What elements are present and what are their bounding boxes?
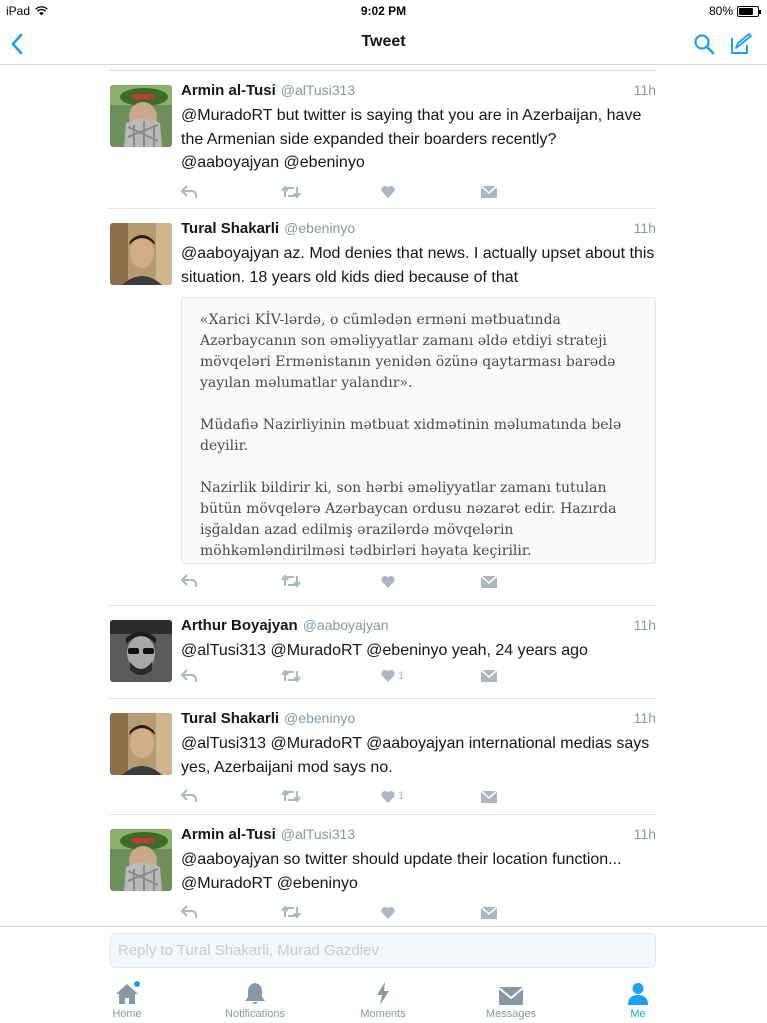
reply-icon — [181, 185, 197, 199]
search-icon — [693, 33, 715, 55]
tweet-author-handle[interactable]: @aaboyajyan — [302, 617, 389, 633]
reply-icon — [181, 905, 197, 919]
media-paragraph: «Xarici KİV-lərdə, o cümlədən erməni mətbuatında Azərbaycanın son əməliyyatlar zamanı əldə etdiyi strateji mövqeləri Ermənistanın yenidən özünə qaytarması barədə yayılan məlumatlar yalandır». — [200, 312, 616, 391]
avatar[interactable] — [110, 85, 172, 147]
retweet-icon — [281, 574, 301, 588]
retweet-icon — [281, 185, 301, 199]
reply-button[interactable] — [181, 182, 281, 202]
reply-button[interactable] — [181, 786, 281, 806]
tweet-actions — [181, 783, 656, 809]
lightning-icon — [376, 982, 390, 1005]
heart-icon — [381, 185, 395, 198]
tweet[interactable] — [108, 71, 656, 209]
envelope-icon — [499, 987, 523, 1005]
tweet-author-name[interactable]: Tural Shakarli — [181, 220, 280, 237]
message-button[interactable] — [481, 786, 581, 806]
tab-label: Moments — [360, 1008, 406, 1020]
search-button[interactable] — [689, 29, 719, 59]
like-button[interactable] — [381, 786, 481, 806]
tweet-author-handle[interactable]: @ebeninyo — [284, 710, 356, 726]
bell-icon — [244, 982, 266, 1005]
media-paragraph: Nazirlik bildirir ki, son hərbi əməliyyatlar zamanı tutulan bütün mövqelərə Azərbaycan ordusu nəzarət edir. Hazırda işğaldan azad edilmiş ərazilərdə mövqelərin möhkəmləndirilməsi tədbirləri həyata keçirilir. — [200, 480, 617, 559]
heart-icon — [381, 906, 395, 919]
avatar[interactable] — [110, 713, 172, 775]
like-count: 1 — [398, 790, 405, 802]
tab-label: Home — [112, 1008, 142, 1020]
tweet-media-image[interactable] — [181, 297, 656, 564]
tab-me[interactable] — [588, 979, 688, 1020]
tweet-timestamp: 11h — [633, 617, 656, 633]
page-title: Tweet — [361, 33, 406, 50]
message-button[interactable] — [481, 902, 581, 922]
avatar-image — [110, 223, 172, 285]
reply-bar — [0, 926, 767, 974]
avatar-image — [110, 620, 172, 682]
like-button[interactable] — [381, 182, 481, 202]
tweet-author-name[interactable]: Armin al-Tusi — [181, 826, 276, 843]
status-bar — [0, 0, 767, 22]
avatar[interactable] — [110, 223, 172, 285]
retweet-icon — [281, 905, 301, 919]
avatar[interactable] — [110, 620, 172, 682]
tweet-author-name[interactable]: Arthur Boyajyan — [181, 617, 298, 634]
tab-notifications[interactable] — [205, 979, 305, 1020]
reply-icon — [181, 574, 197, 588]
tweet[interactable] — [108, 699, 656, 815]
tweet-actions — [181, 179, 656, 205]
tab-label: Me — [630, 1008, 646, 1020]
tab-moments[interactable] — [333, 979, 433, 1020]
tweet-text: @aaboyajyan az. Mod denies that news. I actually upset about this situation. 18 years old kids died because of that — [181, 245, 655, 286]
tweet[interactable] — [108, 815, 656, 925]
retweet-button[interactable] — [281, 666, 381, 686]
envelope-icon — [481, 575, 497, 588]
tab-home[interactable] — [77, 979, 177, 1020]
tweet-author-name[interactable]: Tural Shakarli — [181, 710, 280, 727]
nav-bar — [0, 22, 767, 65]
tweet-text: @alTusi313 @MuradoRT @aaboyajyan international medias says yes, Azerbaijani mod says no. — [181, 735, 650, 776]
tweet-timestamp: 11h — [633, 82, 656, 98]
envelope-icon — [481, 906, 497, 919]
heart-icon — [381, 575, 395, 588]
message-button[interactable] — [481, 666, 581, 686]
heart-icon — [381, 669, 395, 682]
retweet-button[interactable] — [281, 571, 381, 591]
tweet-text: @MuradoRT but twitter is saying that you are in Azerbaijan, have the Armenian side expanded their boarders recently? @aaboyajyan @ebeninyo — [181, 107, 642, 171]
avatar-image — [110, 713, 172, 775]
media-paragraph: Müdafiə Nazirliyinin mətbuat xidmətinin məlumatında belə deyilir. — [200, 417, 622, 454]
envelope-icon — [481, 790, 497, 803]
person-icon — [627, 982, 649, 1005]
like-button[interactable] — [381, 666, 481, 686]
tweet[interactable] — [108, 209, 656, 606]
conversation-feed[interactable] — [0, 66, 767, 926]
tweet-author-handle[interactable]: @ebeninyo — [284, 220, 356, 236]
tab-label: Notifications — [225, 1008, 285, 1020]
retweet-icon — [281, 789, 301, 803]
reply-icon — [181, 789, 197, 803]
tweet-author-handle[interactable]: @alTusi313 — [280, 82, 356, 98]
tab-label: Messages — [485, 1008, 537, 1020]
tab-messages[interactable] — [461, 979, 561, 1020]
like-count: 1 — [398, 669, 405, 682]
tab-bar — [0, 975, 767, 1023]
tweet-author-handle[interactable]: @alTusi313 — [280, 826, 356, 842]
compose-icon — [729, 33, 753, 55]
tweet-author-name[interactable]: Armin al-Tusi — [181, 82, 276, 99]
reply-button[interactable] — [181, 666, 281, 686]
reply-button[interactable] — [181, 571, 281, 591]
clock: 9:02 PM — [360, 4, 407, 18]
device-label: iPad — [6, 4, 31, 18]
envelope-icon — [481, 185, 497, 198]
reply-input[interactable] — [110, 933, 656, 968]
battery-percent: 80% — [708, 4, 733, 18]
new-content-dot — [134, 981, 140, 987]
reply-button[interactable] — [181, 902, 281, 922]
battery-icon — [737, 6, 759, 17]
like-button[interactable] — [381, 571, 481, 591]
avatar[interactable] — [110, 829, 172, 891]
tweet-actions — [181, 568, 656, 594]
tweet-actions — [181, 663, 656, 689]
like-button[interactable] — [381, 902, 481, 922]
retweet-icon — [281, 669, 301, 683]
retweet-button[interactable] — [281, 786, 381, 806]
tweet-text: @alTusi313 @MuradoRT @ebeninyo yeah, 24 years ago — [181, 642, 588, 659]
message-button[interactable] — [481, 571, 581, 591]
tweet-timestamp: 11h — [633, 826, 656, 842]
tweet[interactable] — [108, 606, 656, 699]
tweet-actions — [181, 899, 656, 925]
message-button[interactable] — [481, 182, 581, 202]
compose-button[interactable] — [726, 29, 756, 59]
tweet-text: @aaboyajyan so twitter should update their location function... @MuradoRT @ebeninyo — [181, 851, 622, 892]
heart-icon — [381, 790, 395, 803]
reply-icon — [181, 669, 197, 683]
avatar-image — [110, 829, 172, 891]
retweet-button[interactable] — [281, 902, 381, 922]
tweet-timestamp: 11h — [633, 710, 656, 726]
battery-fill — [739, 8, 753, 15]
tweet-timestamp: 11h — [633, 220, 656, 236]
envelope-icon — [481, 669, 497, 682]
avatar-image — [110, 85, 172, 147]
retweet-button[interactable] — [281, 182, 381, 202]
